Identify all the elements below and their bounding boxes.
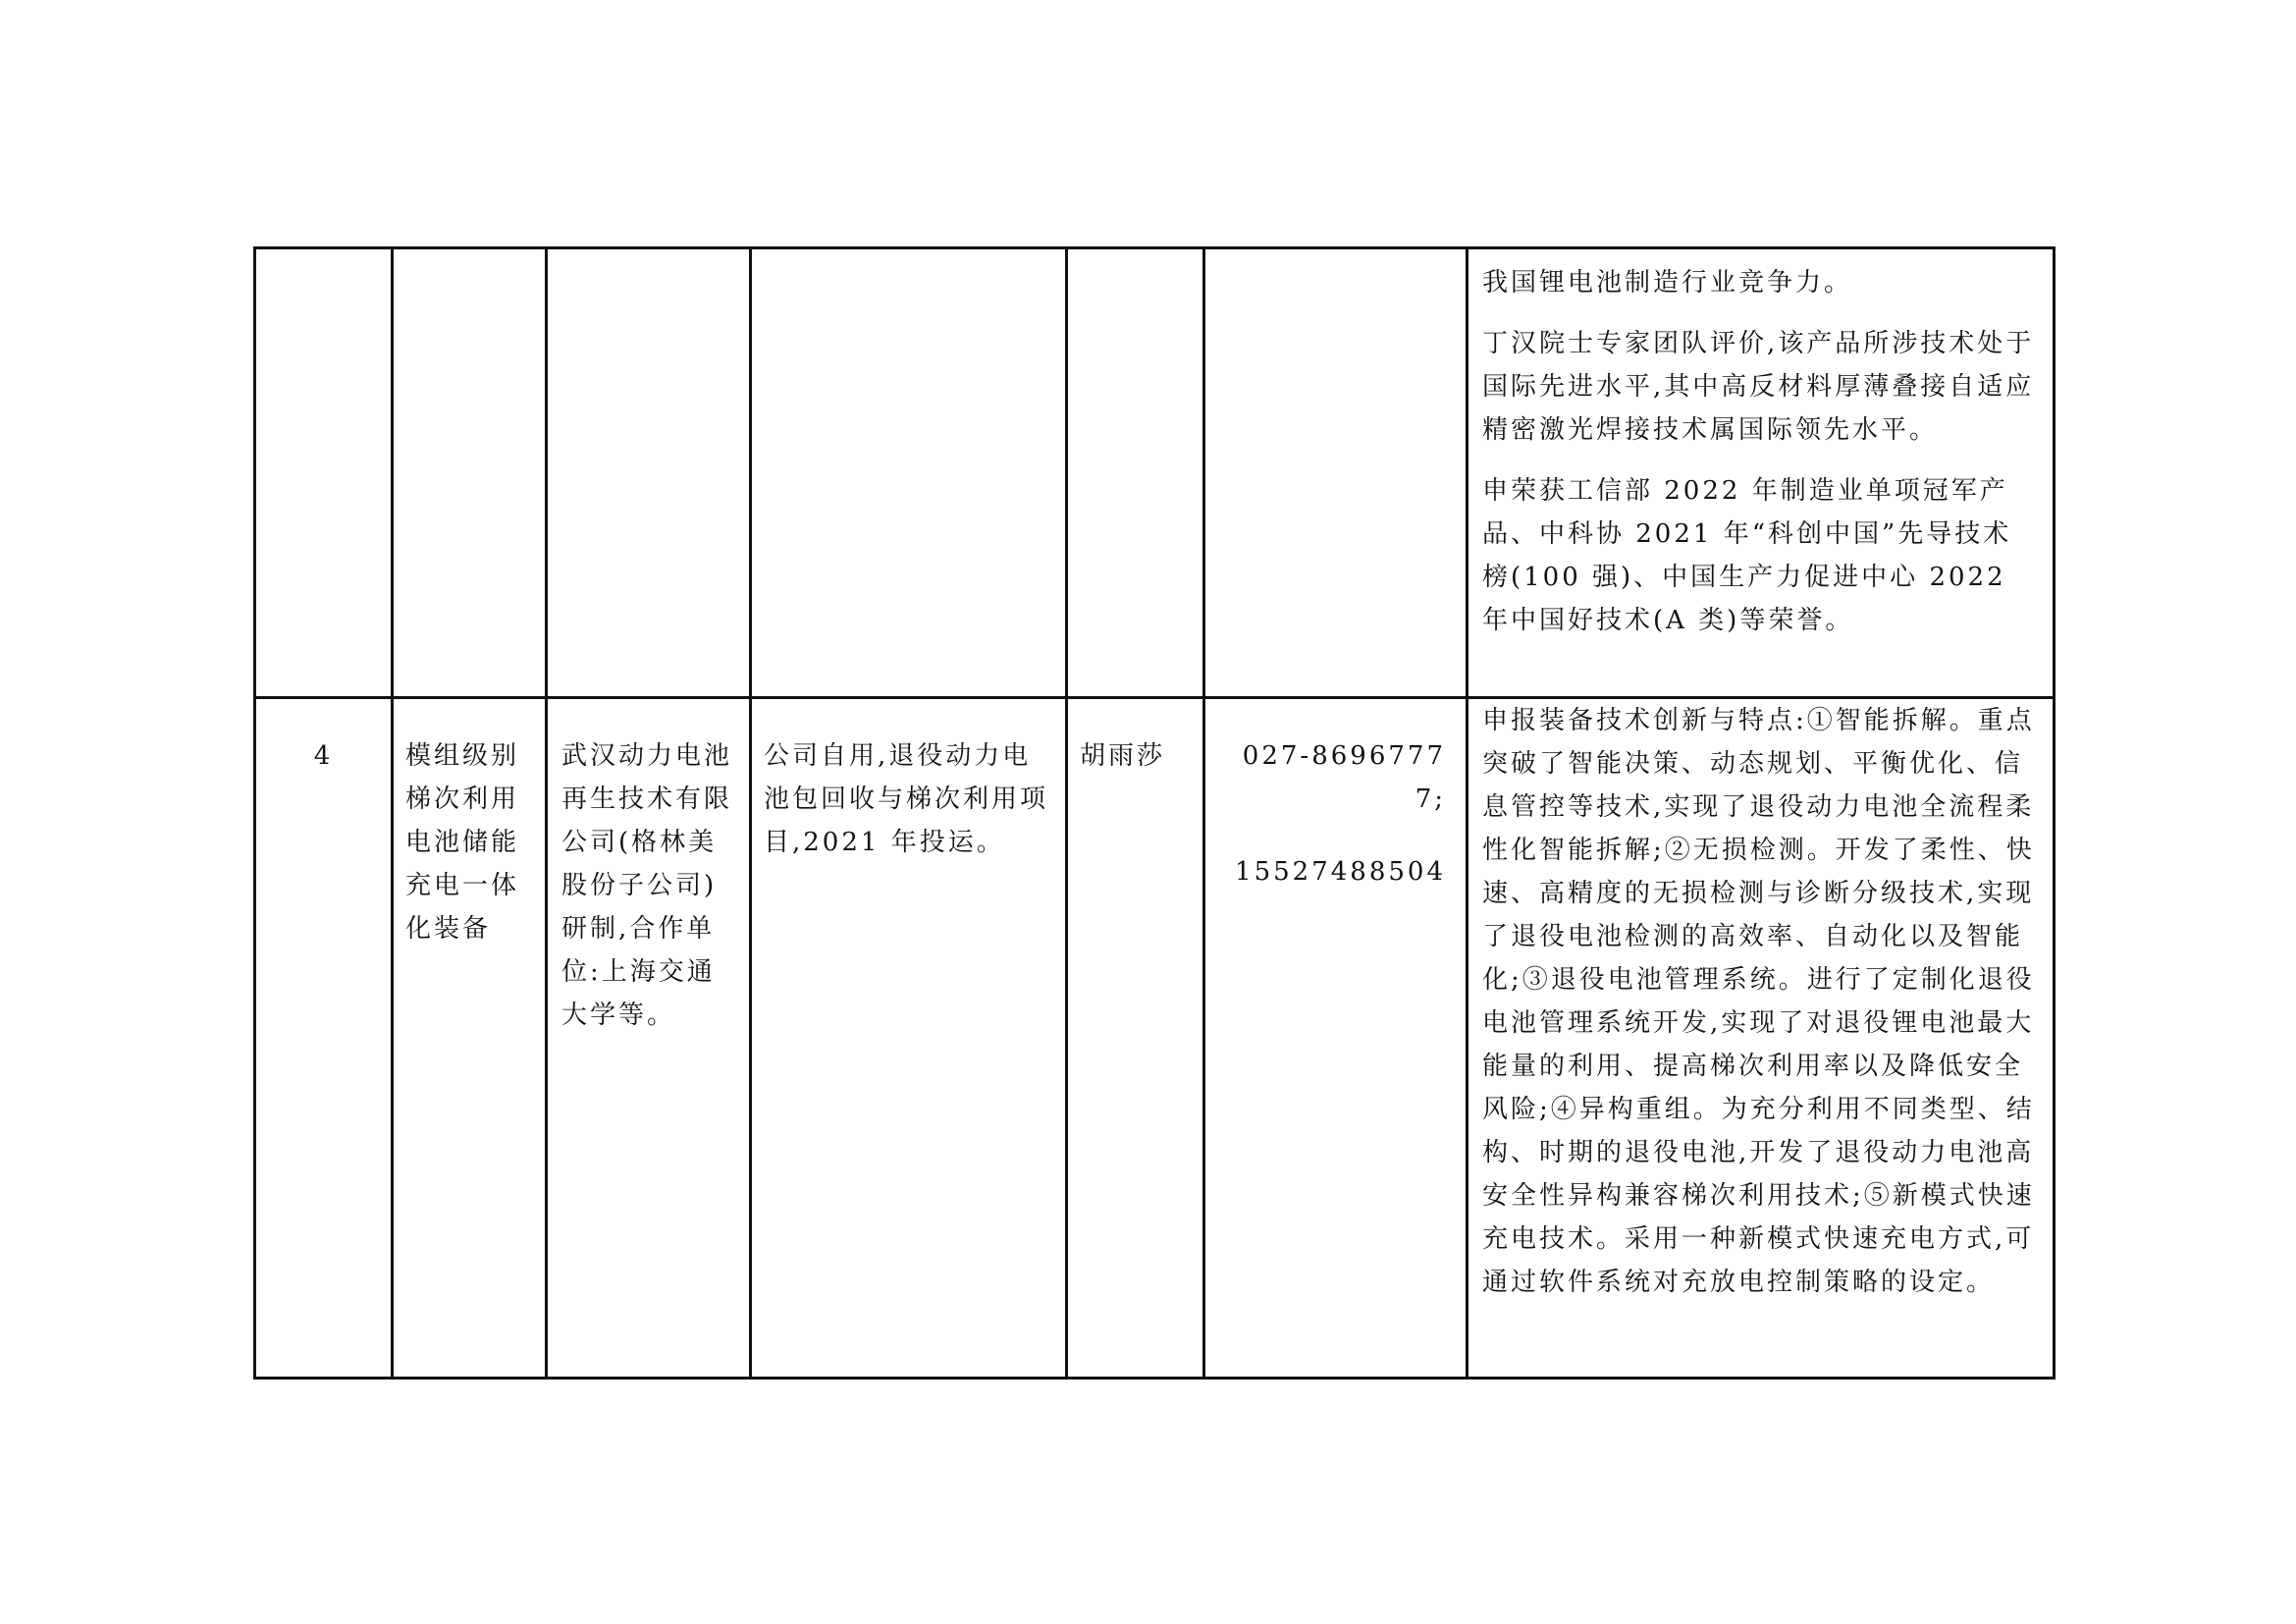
cell-contact-empty (1067, 248, 1204, 698)
cell-phone (1204, 698, 1468, 1379)
cell-equipment-name (393, 698, 547, 1379)
contact-person: 胡雨莎 (1080, 741, 1166, 771)
cell-contact (1067, 698, 1204, 1379)
cell-company (547, 698, 751, 1379)
cell-description-continuation (1468, 248, 2055, 698)
equipment-name: 模组级别梯次利用电池储能充电一体化装备 (405, 741, 520, 944)
cell-application-empty (751, 248, 1067, 698)
description-paragraph: 我国锂电池制造行业竞争力。 (1482, 268, 1853, 298)
table-row-continuation (255, 248, 2055, 698)
application-text: 公司自用,退役动力电池包回收与梯次利用项目,2021 年投运。 (764, 741, 1049, 857)
cell-phone-empty (1204, 248, 1468, 698)
cell-number-empty (255, 248, 393, 698)
cell-number (255, 698, 393, 1379)
equipment-table (253, 246, 2056, 1380)
description-paragraph: 申荣获工信部 2022 年制造业单项冠军产品、中科协 2021 年“科创中国”先导技术榜(100 强)、中国生产力促进中心 2022 年中国好技术(A 类)等荣誉。 (1482, 476, 2012, 635)
description-paragraph: 丁汉院士专家团队评价,该产品所涉技术处于国际先进水平,其中高反材料厚薄叠接自适应精密激光焊接技术属国际领先水平。 (1482, 329, 2035, 445)
phone-number-2: 15527488504 (1235, 857, 1446, 887)
cell-name-empty (393, 248, 547, 698)
company-name: 武汉动力电池再生技术有限公司(格林美股份子公司)研制,合作单位:上海交通大学等。 (561, 741, 733, 1030)
cell-description (1468, 698, 2055, 1379)
description-text: 申报装备技术创新与特点:①智能拆解。重点突破了智能决策、动态规划、平衡优化、信息管控等技术,实现了退役动力电池全流程柔性化智能拆解;②无损检测。开发了柔性、快速、高精度的无损检测与诊断分级技术,实现了退役电池检测的高效率、自动化以及智能化;③退役电池管理系统。进行了定制化退役电池管理系统开发,实现了对退役锂电池最大能量的利用、提高梯次利用率以及降低安全风险;④异构重组。为充分利用不同类型、结构、时期的退役电池,开发了退役动力电池高安全性异构兼容梯次利用技术;⑤新模式快速充电技术。采用一种新模式快速充电方式,可通过软件系统对充放电控制策略的设定。 (1482, 706, 2035, 1297)
table-row-4 (255, 698, 2055, 1379)
cell-application (751, 698, 1067, 1379)
phone-number-1: 027-86967777; (1242, 741, 1446, 814)
row-number: 4 (313, 741, 334, 771)
cell-company-empty (547, 248, 751, 698)
